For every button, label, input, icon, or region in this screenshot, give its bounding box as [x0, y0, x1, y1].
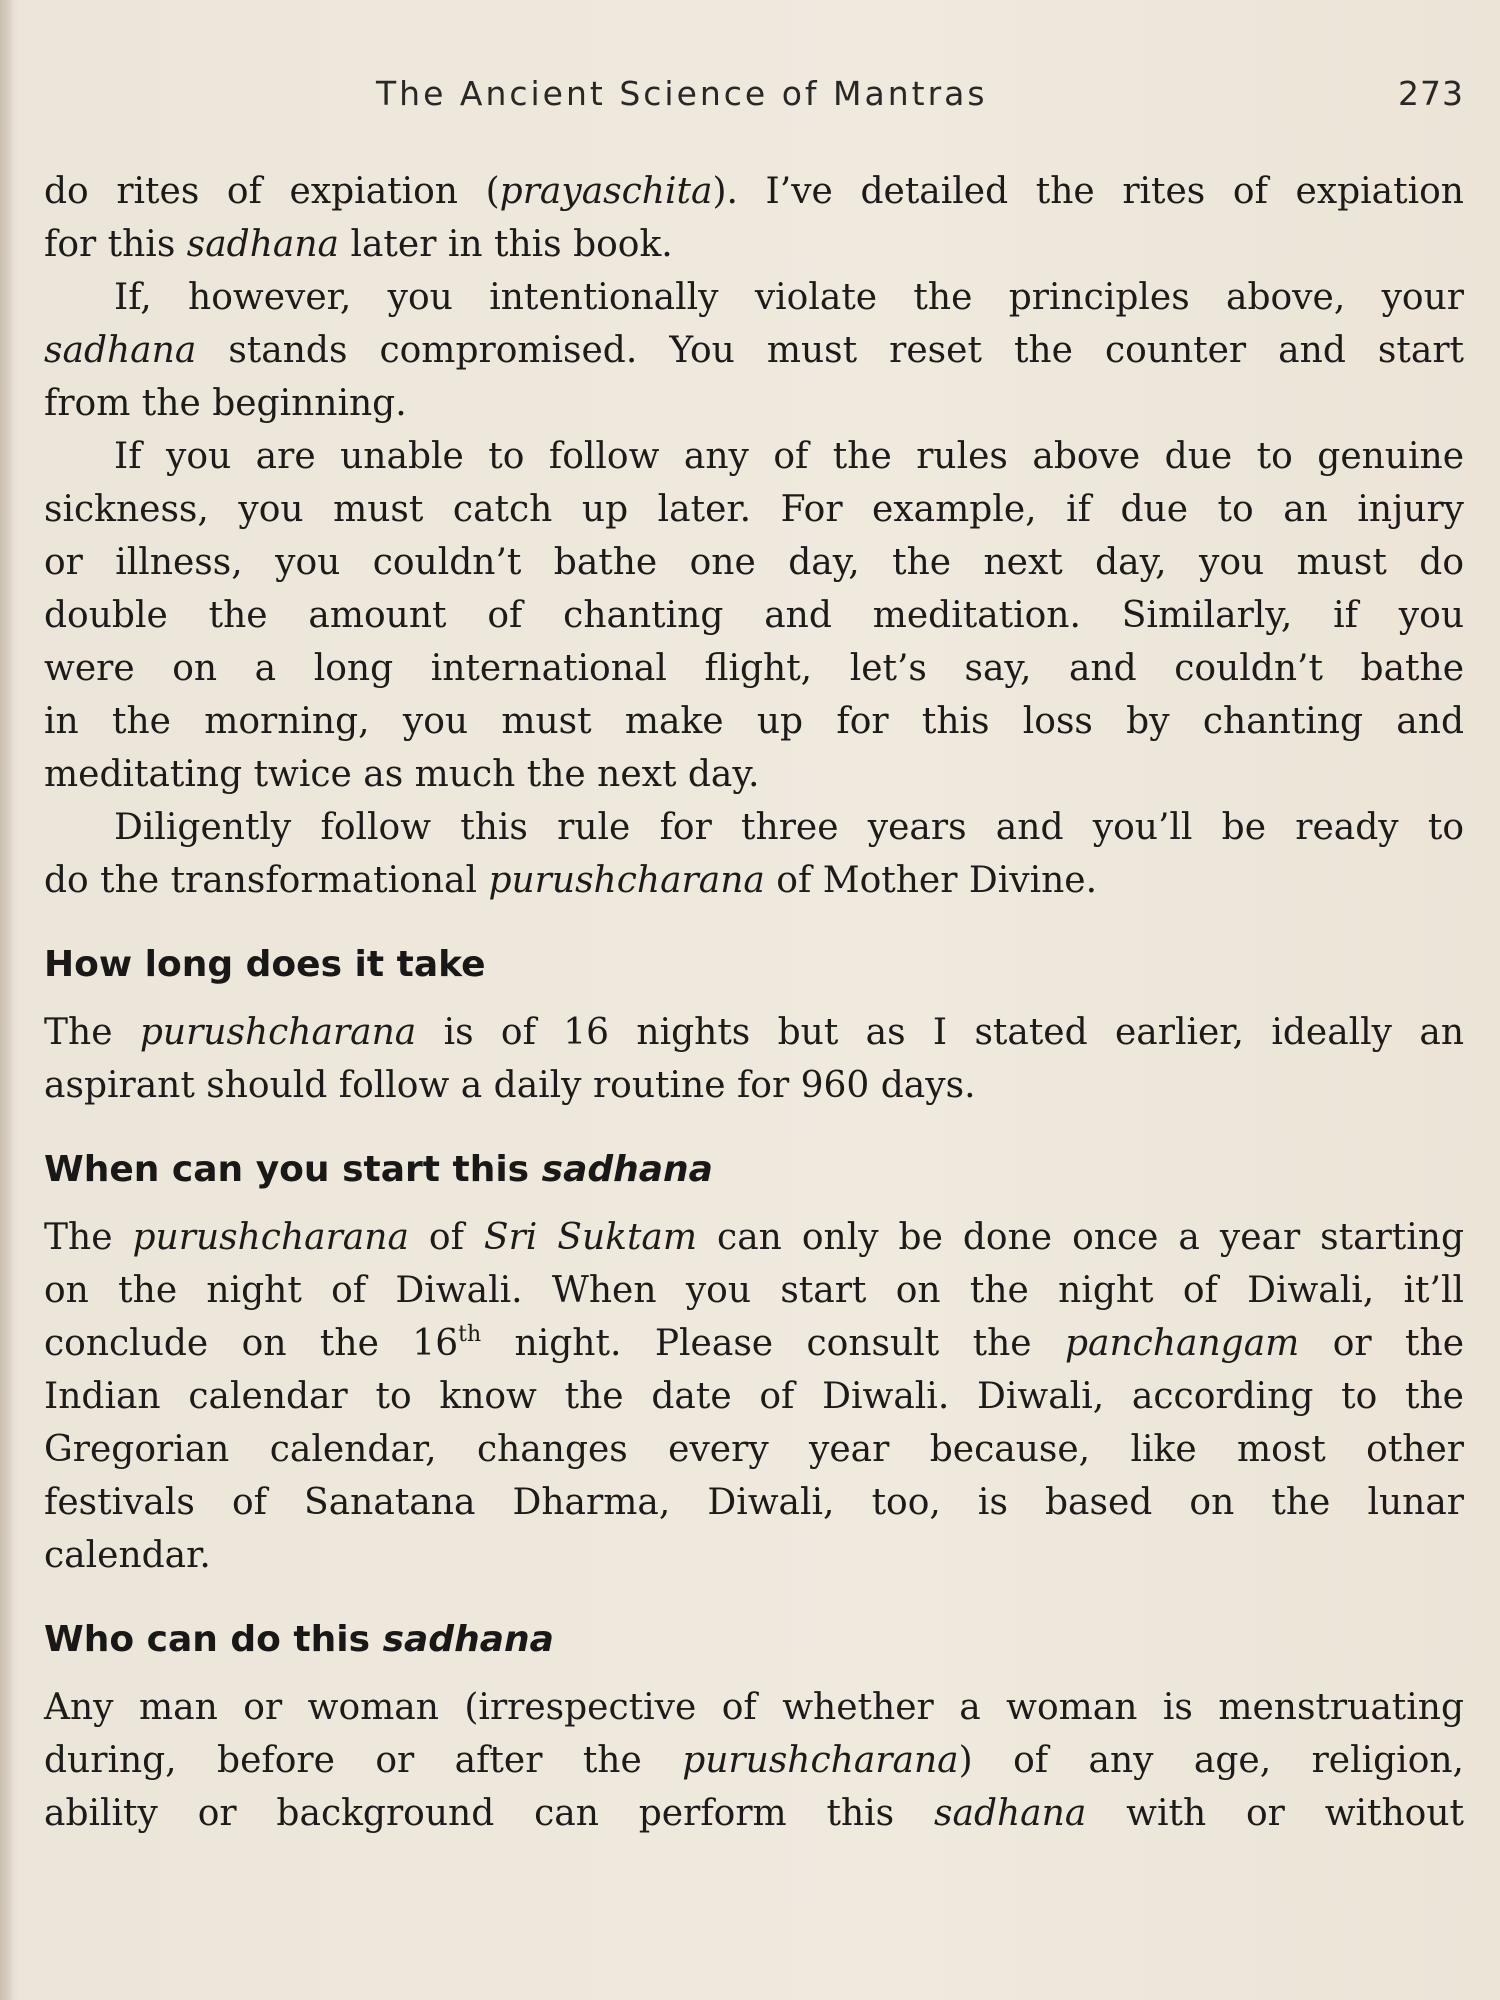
text-run: from the beginning.	[44, 383, 407, 424]
text-line	[44, 1476, 1464, 1529]
text-line	[44, 748, 1464, 801]
text-run: If you are unable to follow any of the rules above due to genuine	[114, 436, 1464, 477]
text-line	[44, 218, 1464, 271]
italic-term: sadhana	[382, 1619, 554, 1660]
text-run: or the	[1299, 1323, 1465, 1364]
text-line	[44, 1423, 1464, 1476]
text-run: later in this book.	[339, 224, 673, 265]
text-line	[44, 1006, 1464, 1059]
text-line	[44, 1681, 1464, 1734]
text-run: or illness, you couldn’t bathe one day, the next day, you must do	[44, 542, 1464, 583]
italic-term: sadhana	[541, 1149, 713, 1190]
paragraph	[44, 430, 1464, 801]
text-line	[44, 377, 1464, 430]
text-line	[44, 165, 1464, 218]
text-line	[44, 1734, 1464, 1787]
text-run: can only be done once a year starting	[697, 1217, 1464, 1258]
text-run: of Mother Divine.	[764, 860, 1098, 901]
running-head	[0, 74, 1500, 124]
heading-spacer	[44, 1196, 1464, 1211]
text-run: is of 16 nights but as I stated earlier, ideally an	[416, 1012, 1464, 1053]
text-run: do the transformational	[44, 860, 489, 901]
text-run: with or without	[1086, 1793, 1465, 1834]
heading-spacer	[44, 1666, 1464, 1681]
text-run: of	[408, 1217, 484, 1258]
text-line	[44, 642, 1464, 695]
text-run: Indian calendar to know the date of Diwali. Diwali, according to the	[44, 1376, 1464, 1417]
text-run: festivals of Sanatana Dharma, Diwali, too, is based on the lunar	[44, 1482, 1464, 1523]
text-run: ). I’ve detailed the rites of expiation	[712, 171, 1464, 212]
text-run: do rites of expiation (	[44, 171, 500, 212]
italic-term: sadhana	[934, 1793, 1087, 1834]
text-line	[44, 695, 1464, 748]
text-run: When can you start this	[44, 1149, 542, 1190]
italic-term: purushcharana	[132, 1217, 409, 1258]
text-line	[44, 1370, 1464, 1423]
text-line	[44, 271, 1464, 324]
text-run: The	[44, 1012, 140, 1053]
section-heading	[44, 1143, 1464, 1196]
text-run: Gregorian calendar, changes every year because, like most other	[44, 1429, 1464, 1470]
text-run: Any man or woman (irrespective of whether a woman is menstruating	[44, 1687, 1464, 1728]
heading-spacer	[44, 1582, 1464, 1613]
text-run: stands compromised. You must reset the counter and start	[196, 330, 1464, 371]
text-run: Who can do this	[44, 1619, 383, 1660]
text-line	[44, 1317, 1464, 1370]
text-run: aspirant should follow a daily routine for 960 days.	[44, 1065, 976, 1106]
text-line	[44, 1787, 1464, 1840]
book-title: The Ancient Science of Mantras	[376, 74, 988, 113]
paragraph	[44, 1211, 1464, 1582]
section-heading	[44, 938, 1464, 991]
paragraph	[44, 801, 1464, 907]
paragraph	[44, 271, 1464, 430]
text-line	[44, 1264, 1464, 1317]
text-run: How long does it take	[44, 944, 486, 985]
text-run: night. Please consult the	[481, 1323, 1065, 1364]
text-line	[44, 801, 1464, 854]
text-line	[44, 1059, 1464, 1112]
text-run: during, before or after the	[44, 1740, 683, 1781]
text-run: ) of any age, religion,	[958, 1740, 1464, 1781]
italic-term: sadhana	[186, 224, 340, 265]
paragraph	[44, 1006, 1464, 1112]
heading-spacer	[44, 907, 1464, 938]
text-line	[44, 589, 1464, 642]
italic-term: sadhana	[44, 330, 197, 371]
page-number: 273	[1398, 74, 1464, 113]
binding-gutter-shadow	[0, 0, 14, 2000]
text-run: If, however, you intentionally violate the principles above, your	[114, 277, 1464, 318]
text-line	[44, 1211, 1464, 1264]
text-run: double the amount of chanting and meditation. Similarly, if you	[44, 595, 1464, 636]
text-run: The	[44, 1217, 133, 1258]
italic-term: purushcharana	[682, 1740, 959, 1781]
text-run: ability or background can perform this	[44, 1793, 935, 1834]
text-line	[44, 854, 1464, 907]
paragraph	[44, 1681, 1464, 1840]
text-line	[44, 536, 1464, 589]
superscript: th	[458, 1322, 482, 1347]
section-heading	[44, 1613, 1464, 1666]
italic-term: panchangam	[1064, 1323, 1300, 1364]
paragraph	[44, 165, 1464, 271]
text-run: calendar.	[44, 1535, 211, 1576]
text-run: conclude on the 16	[44, 1323, 459, 1364]
text-line	[44, 324, 1464, 377]
text-line	[44, 430, 1464, 483]
italic-term: prayaschita	[499, 171, 713, 212]
heading-spacer	[44, 1112, 1464, 1143]
body-text	[44, 165, 1464, 1840]
text-run: meditating twice as much the next day.	[44, 754, 760, 795]
text-run: Diligently follow this rule for three years and you’ll be ready to	[114, 807, 1464, 848]
heading-spacer	[44, 991, 1464, 1006]
italic-term: purushcharana	[139, 1012, 417, 1053]
text-run: were on a long international flight, let’s say, and couldn’t bathe	[44, 648, 1464, 689]
text-run: on the night of Diwali. When you start on the night of Diwali, it’ll	[44, 1270, 1464, 1311]
text-line	[44, 1529, 1464, 1582]
text-run: sickness, you must catch up later. For example, if due to an injury	[44, 489, 1464, 530]
text-line	[44, 483, 1464, 536]
text-run: in the morning, you must make up for this loss by chanting and	[44, 701, 1464, 742]
italic-term: Sri Suktam	[483, 1217, 698, 1258]
text-run: for this	[44, 224, 187, 265]
italic-term: purushcharana	[488, 860, 765, 901]
